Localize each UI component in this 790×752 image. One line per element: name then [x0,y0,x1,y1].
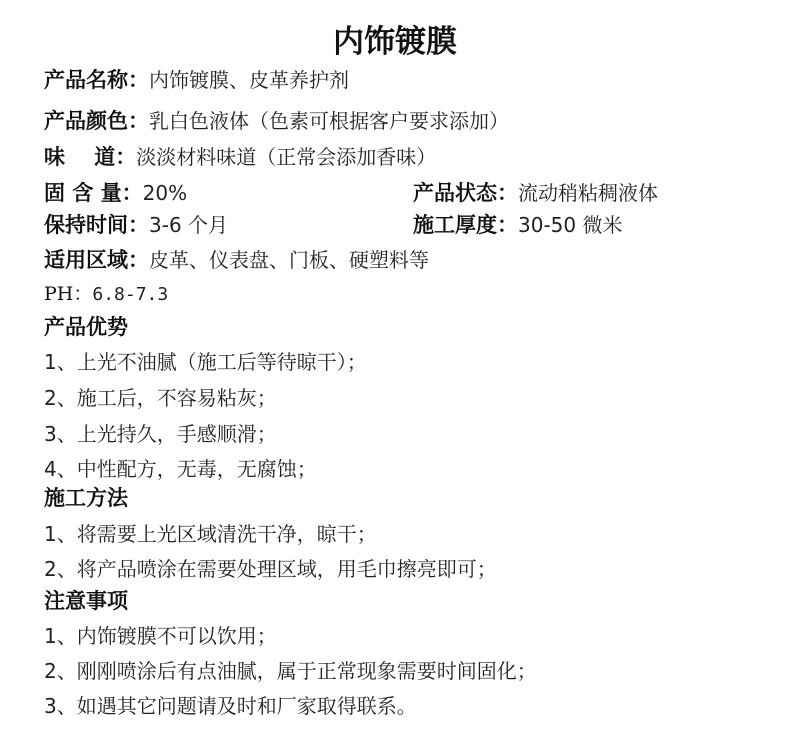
page-title: 内饰镀膜 [333,24,457,60]
spec-label: 产品状态： [413,180,518,205]
spec-value: 内饰镀膜、皮革养护剂 [149,68,349,92]
spec-label: 适用区域： [44,247,149,272]
spec-value: 3-6 个月 [149,213,229,237]
spec-label: 施工厚度： [413,212,518,237]
list-item: 1、将需要上光区域清洗干净，晾干； [44,522,377,546]
advantages-heading: 产品优势 [44,314,128,339]
list-item: 3、上光持久，手感顺滑； [44,422,277,446]
spec-value: 淡淡材料味道（正常会添加香味） [136,145,437,169]
list-item: 2、施工后，不容易粘灰； [44,386,277,410]
spec-label: 产品名称： [44,67,149,92]
spec-product-color [44,105,509,137]
spec-thickness [413,209,622,241]
list-item: 1、内饰镀膜不可以饮用； [44,624,277,648]
list-item: 3、如遇其它问题请及时和厂家取得联系。 [44,694,417,718]
spec-value: 20% [142,181,188,205]
method-heading: 施工方法 [44,485,128,510]
spec-label: PH： [44,283,93,305]
spec-label: 味 道： [44,144,137,169]
spec-product-name [44,64,349,96]
notes-heading: 注意事项 [44,588,128,613]
spec-value: 6.8-7.3 [92,284,169,305]
list-item: 4、中性配方，无毒，无腐蚀； [44,457,317,481]
spec-smell [44,141,436,173]
list-item: 1、上光不油腻（施工后等待晾干）； [44,350,367,374]
spec-value: 乳白色液体（色素可根据客户要求添加） [149,109,509,133]
spec-solid-content [44,177,187,209]
spec-keep-time [44,209,228,241]
spec-area [44,244,429,276]
spec-label: 产品颜色： [44,108,149,133]
spec-label: 固 含 量： [44,180,143,205]
spec-product-state [413,177,658,209]
spec-ph [44,278,168,310]
spec-value: 流动稍粘稠液体 [518,181,658,205]
list-item: 2、将产品喷涂在需要处理区域，用毛巾擦亮即可； [44,557,497,581]
spec-value: 皮革、仪表盘、门板、硬塑料等 [149,248,429,272]
spec-value: 30-50 微米 [518,213,623,237]
list-item: 2、刚刚喷涂后有点油腻，属于正常现象需要时间固化； [44,659,537,683]
spec-label: 保持时间： [44,212,149,237]
